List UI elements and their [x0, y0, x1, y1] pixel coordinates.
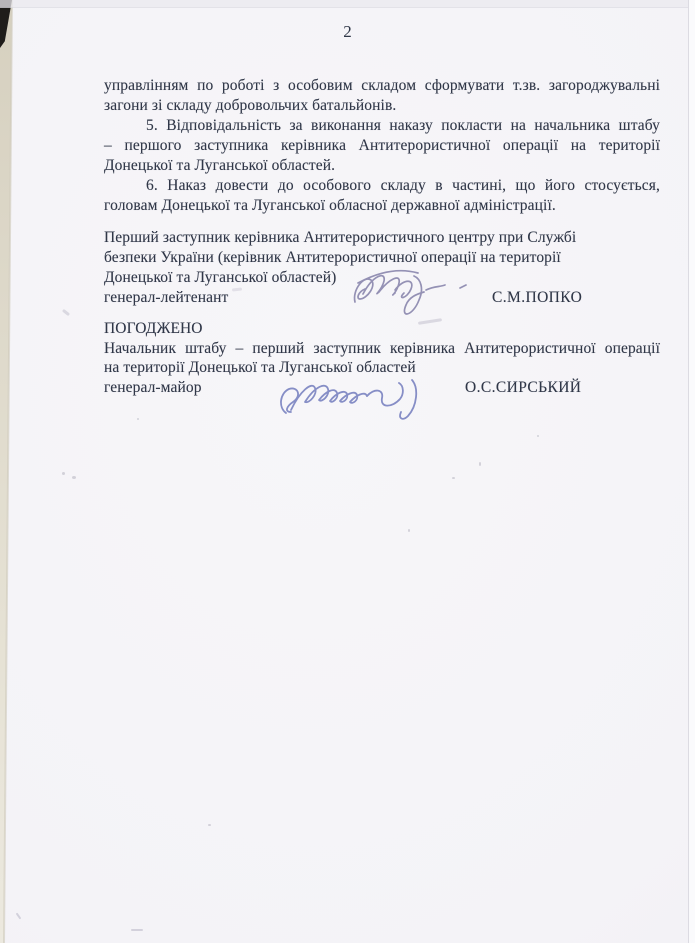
document-line: – першого заступника керівника Антитерористичної операції на території	[104, 137, 660, 154]
page-right-edge	[688, 0, 695, 943]
approval-name: О.С.СИРСЬКИЙ	[465, 378, 582, 396]
handwritten-signature-popko	[348, 266, 488, 324]
document-body	[104, 76, 660, 216]
page-number: 2	[343, 22, 352, 41]
document-line: Донецької та Луганської областей.	[104, 157, 336, 174]
scan-smudge	[131, 929, 143, 931]
document-line: загони зі складу добровольчих батальйонів.	[104, 97, 397, 114]
scan-speck	[408, 529, 410, 532]
scan-speck	[452, 477, 455, 479]
approval-rank: генерал-майор	[104, 378, 202, 396]
scan-speck	[62, 472, 65, 475]
signatory-title-line: Перший заступник керівника Антитерористичного центру при Службі	[104, 229, 577, 246]
scan-speck	[72, 476, 76, 479]
signatory-name: С.М.ПОПКО	[492, 289, 583, 306]
scan-smudge	[16, 913, 22, 920]
scan-top-edge	[0, 0, 695, 8]
document-line: 5. Відповідальність за виконання наказу покласти на начальника штабу	[146, 117, 660, 134]
scan-speck	[479, 462, 481, 466]
handwritten-signature-syrskyi	[274, 371, 456, 425]
document-line: управлінням по роботі з особовим складом сформувати т.зв. загороджувальні	[104, 77, 660, 94]
signatory-title-line: Донецької та Луганської областей)	[104, 269, 337, 286]
document-line: 6. Наказ довести до особового складу в частині, що його стосується,	[146, 177, 660, 194]
scan-speck	[537, 435, 539, 437]
document-line: головам Донецької та Луганської обласної державної адміністрації.	[104, 197, 556, 214]
approval-label: ПОГОДЖЕНО	[104, 320, 203, 337]
signatory-rank: генерал-лейтенант	[104, 289, 229, 306]
scan-smudge	[62, 309, 70, 316]
scan-speck	[137, 418, 139, 420]
approval-title-line: на території Донецької та Луганської областей	[104, 359, 416, 376]
approval-title-line: Начальник штабу – перший заступник керівника Антитерористичної операції	[104, 339, 660, 357]
signatory-title-line: безпеки України (керівник Антитерористичної операції на території	[104, 249, 561, 266]
scan-speck	[208, 824, 211, 826]
